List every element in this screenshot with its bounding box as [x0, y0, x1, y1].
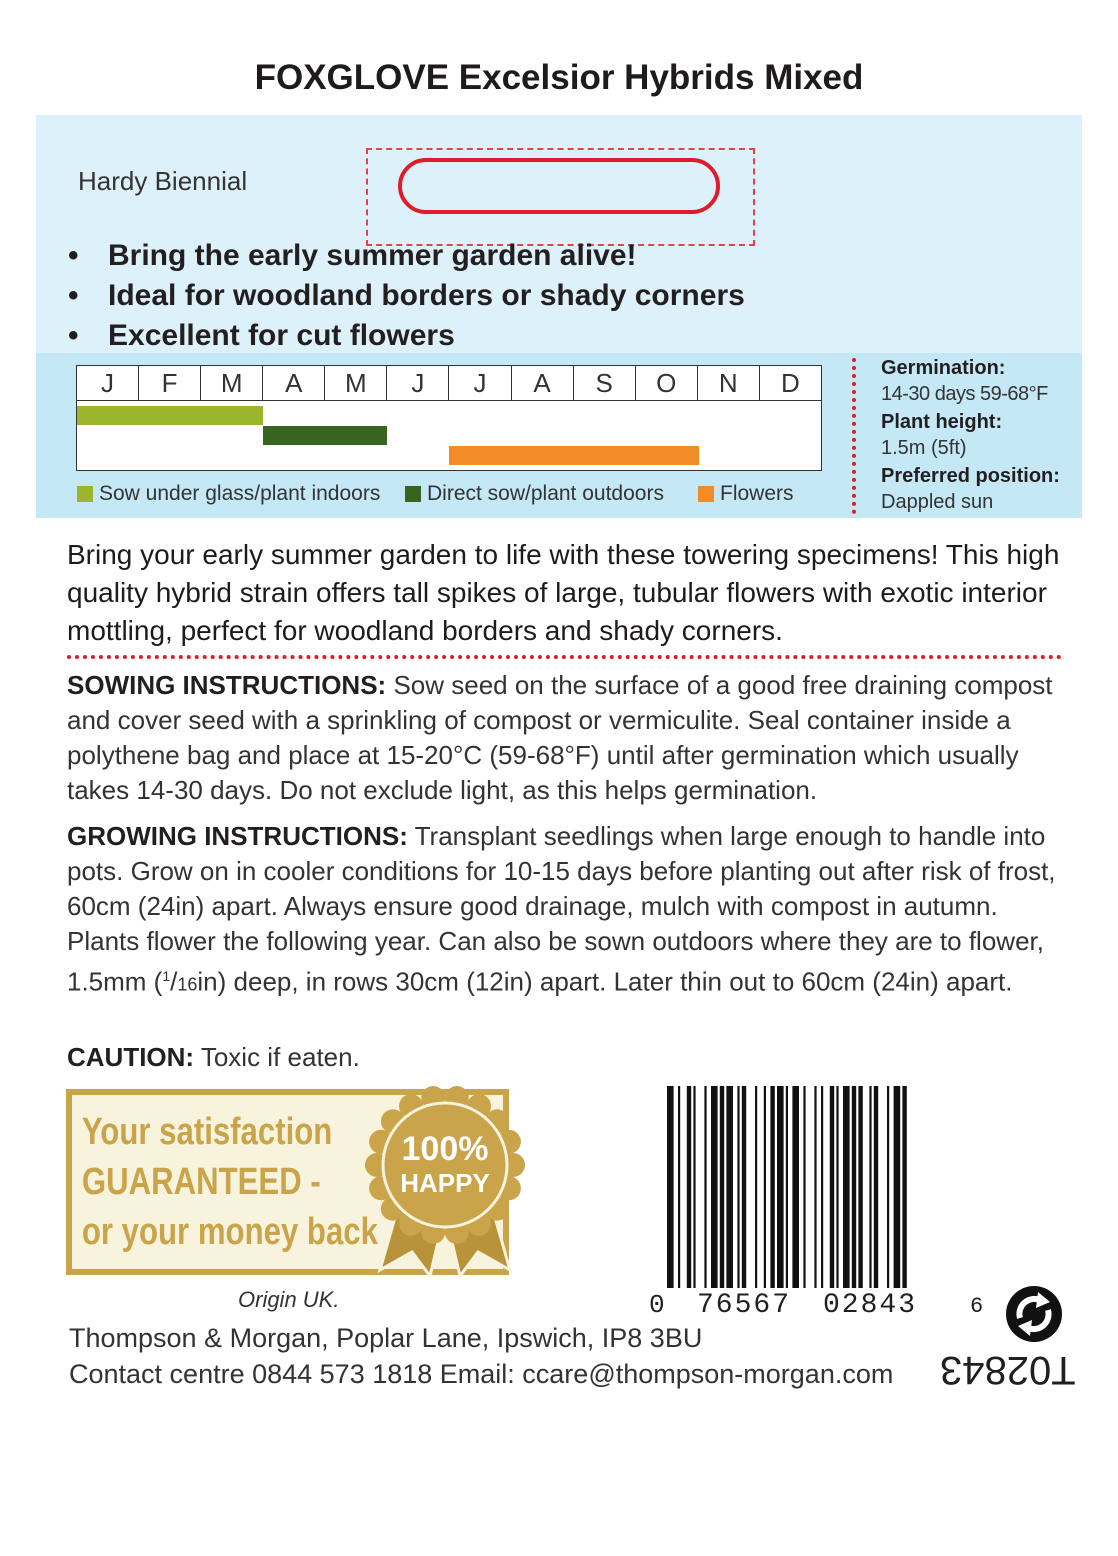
calendar-month: M: [201, 366, 263, 400]
barcode-bar: [858, 1086, 862, 1288]
company-address: [69, 1320, 893, 1392]
calendar-month: S: [574, 366, 636, 400]
contact-line: Contact centre 0844 573 1818 Email: ccare@thompson-morgan.com: [69, 1359, 894, 1389]
fraction-numerator: 1: [162, 968, 171, 984]
calendar-bar: [449, 446, 699, 465]
sowing-heading: SOWING INSTRUCTIONS:: [67, 670, 387, 700]
guarantee-line: GUARANTEED -: [81, 1161, 321, 1203]
feature-item: • Bring the early summer garden alive!: [68, 236, 745, 276]
barcode-bar: [667, 1086, 674, 1306]
fraction-separator: /: [170, 966, 178, 997]
calendar-month: J: [77, 366, 139, 400]
barcode-right-digits: 02843: [823, 1290, 918, 1321]
legend-item-indoors: [77, 482, 405, 506]
barcode-bar: [852, 1086, 856, 1288]
address-line: Thompson & Morgan, Poplar Lane, Ipswich, IP8 3BU: [69, 1323, 703, 1353]
barcode-bar: [720, 1086, 724, 1288]
sowing-calendar: [76, 365, 822, 471]
legend-swatch-flowers: [698, 486, 714, 502]
barcode-bar: [742, 1086, 746, 1288]
seal-line2: HAPPY: [400, 1168, 490, 1198]
calendar-months: [77, 366, 821, 401]
info-divider: [852, 358, 856, 514]
position-label: Preferred position:: [881, 465, 1060, 487]
growing-text-end: in) deep, in rows 30cm (12in) apart. Later thin out to 60cm (24in) apart.: [197, 966, 1013, 997]
barcode-left-digits: 76567: [697, 1290, 792, 1321]
product-code: T02843: [940, 1348, 1076, 1392]
barcode-bar: [814, 1086, 816, 1288]
growing-heading: GROWING INSTRUCTIONS:: [67, 821, 408, 851]
guarantee-line: Your satisfaction: [81, 1111, 333, 1153]
barcode-bar: [887, 1086, 889, 1288]
sowing-instructions: [67, 668, 1077, 808]
calendar-month: M: [325, 366, 387, 400]
guarantee-line: or your money back: [81, 1211, 378, 1253]
barcode-bar: [821, 1086, 823, 1288]
height-value: 1.5m (5ft): [881, 437, 967, 459]
barcode-bar: [764, 1086, 766, 1288]
calendar-bar: [77, 406, 263, 425]
barcode-bar: [869, 1086, 871, 1288]
plant-type: Hardy Biennial: [78, 166, 248, 196]
barcode-bar: [830, 1086, 834, 1288]
barcode-bar: [704, 1086, 706, 1288]
page-title: FOXGLOVE Excelsior Hybrids Mixed: [254, 58, 864, 97]
sowing-text: Sow seed on the surface of a good free draining compost and cover seed with a sprinkling of compost or vermiculite. Seal container inside a polythene bag and place at 15-20°C (59-68°F) until after germination which usually takes 14-30 days. Do not exclude light, as this helps germination.: [67, 670, 1053, 805]
caution: [67, 1040, 1077, 1075]
barcode-icon: [649, 1086, 984, 1321]
feature-item: • Ideal for woodland borders or shady corners: [68, 276, 745, 316]
barcode-bar: [803, 1086, 805, 1288]
section-divider: [67, 655, 1062, 659]
calendar-month: J: [387, 366, 449, 400]
height-label: Plant height:: [881, 411, 1003, 433]
caution-text: Toxic if eaten.: [194, 1042, 360, 1072]
barcode-bar: [777, 1086, 784, 1288]
barcode-bar: [755, 1086, 757, 1288]
recycle-icon: [1004, 1284, 1064, 1344]
barcode-bar: [836, 1086, 838, 1288]
intro-text: Bring your early summer garden to life with these towering specimens! This high quality hybrid strain offers tall spikes of large, tubular flowers with exotic interior mottling, perfect for woodland borders and shady corners.: [67, 539, 1060, 646]
calendar-month: D: [781, 368, 800, 398]
legend-item-outdoors: [405, 482, 698, 506]
barcode-bar: [894, 1086, 901, 1288]
calendar-month: J: [449, 366, 511, 400]
growing-instructions: [67, 819, 1077, 1003]
barcode-bar: [786, 1086, 788, 1306]
barcode-bar: [678, 1086, 680, 1306]
germination-value: 14-30 days 59-68°F: [881, 383, 1048, 405]
fraction-denominator: 16: [177, 974, 198, 995]
barcode-check: 6: [970, 1294, 984, 1319]
barcode-bar: [792, 1086, 799, 1306]
calendar-month: O: [636, 366, 698, 400]
seal-icon: [360, 1080, 530, 1280]
barcode-bar: [711, 1086, 718, 1288]
barcode-bar: [687, 1086, 691, 1288]
caution-heading: CAUTION:: [67, 1042, 195, 1072]
growing-text: Transplant seedlings when large enough to handle into pots. Grow on in cooler conditions for 10-15 days before planting out after risk of frost, 60cm (24in) apart. Always ensure good drainage, mulch with compost in autumn. Plants flower the following year. Can also be sown outdoors where they are to flower, 1.5mm (: [67, 821, 1056, 997]
barcode-bar: [770, 1086, 774, 1288]
barcode-bar: [737, 1086, 739, 1288]
legend-label: Direct sow/plant outdoors: [427, 482, 664, 505]
calendar-month: F: [139, 366, 201, 400]
barcode-bar: [843, 1086, 850, 1288]
plant-info: [881, 356, 1076, 518]
seal-line1: 100%: [401, 1130, 489, 1168]
calendar-month: N: [698, 366, 760, 400]
barcode-lead: 0: [649, 1290, 665, 1320]
calendar-legend: [77, 482, 794, 506]
germination-label: Germination:: [881, 357, 1006, 379]
barcode-bar: [902, 1086, 906, 1306]
calendar-month: A: [263, 366, 325, 400]
position-value: Dappled sun: [881, 491, 994, 513]
feature-list: [68, 236, 745, 356]
calendar-bar: [263, 426, 387, 445]
calendar-month: A: [512, 366, 574, 400]
barcode-bar: [693, 1086, 695, 1288]
legend-swatch-indoors: [77, 486, 93, 502]
barcode-bar: [726, 1086, 733, 1288]
feature-item: • Excellent for cut flowers: [68, 316, 745, 356]
barcode-bar: [874, 1086, 878, 1288]
legend-item-flowers: [698, 482, 794, 506]
price-label-outline: [398, 158, 720, 214]
legend-swatch-outdoors: [405, 486, 421, 502]
legend-label: Sow under glass/plant indoors: [99, 482, 381, 505]
origin-text: Origin UK.: [238, 1287, 340, 1312]
legend-label: Flowers: [720, 482, 794, 505]
